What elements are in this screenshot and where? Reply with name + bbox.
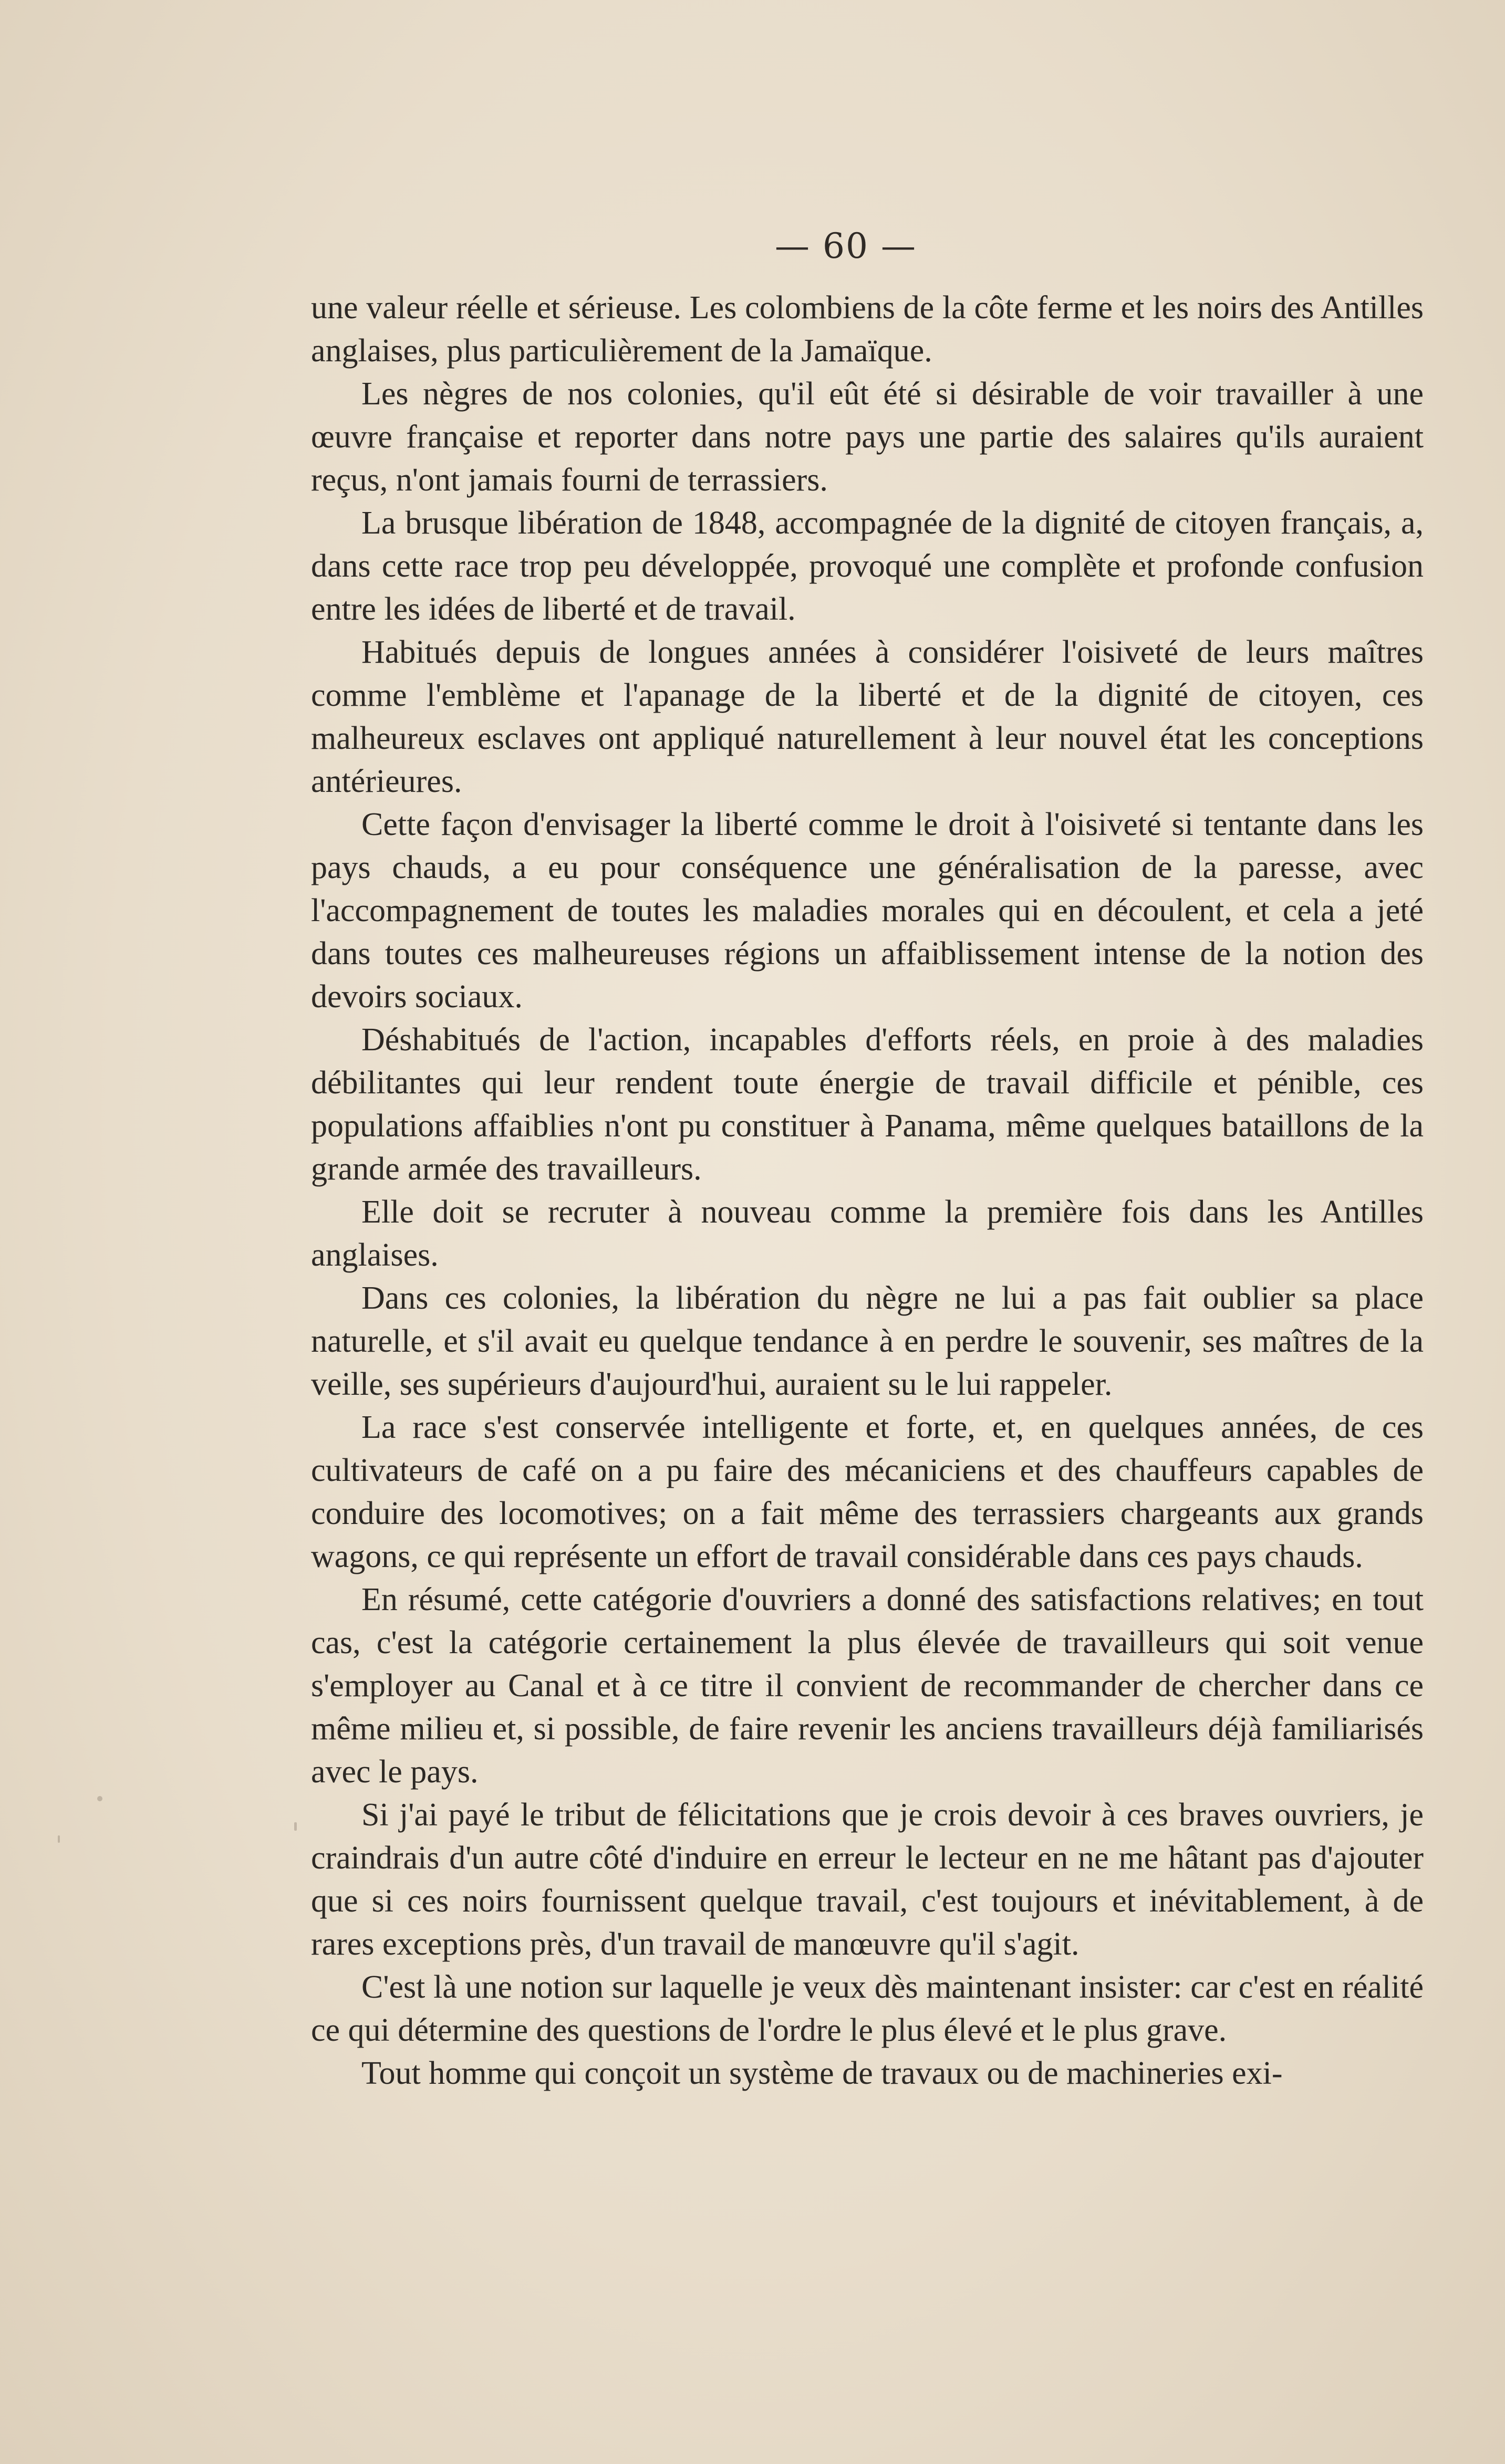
body-text (311, 286, 1424, 2095)
paragraph-6: Déshabitués de l'action, incapables d'efforts réels, en proie à des maladies débilitantes qui leur rendent toute énergie de travail difficile et pénible, ces populations affaiblies n'ont pu constituer à Panama, même quelques bataillons de la grande armée des travailleurs. (311, 1022, 1424, 1187)
paragraph-7: Elle doit se recruter à nouveau comme la première fois dans les Antilles anglaises. (311, 1194, 1424, 1273)
paragraph-2: Les nègres de nos colonies, qu'il eût été si désirable de voir travailler à une œuvre française et reporter dans notre pays une partie des salaires qu'ils auraient reçus, n'ont jamais fourni de terrassiers. (311, 376, 1424, 498)
paper-speck (294, 1822, 297, 1831)
paragraph-10: En résumé, cette catégorie d'ouvriers a donné des satisfactions relatives; en tout cas, c'est la catégorie certainement la plus élevée de travailleurs qui soit venue s'employer au Canal et à ce titre il convient de recommander de chercher dans ce même milieu et, si possible, de faire revenir les anciens travailleurs déjà familiarisés avec le pays. (311, 1582, 1424, 1790)
paper-speck (97, 1796, 102, 1801)
paragraph-11: Si j'ai payé le tribut de félicitations que je crois devoir à ces braves ouvriers, je craindrais d'un autre côté d'induire en erreur le lecteur en ne me hâtant pas d'ajouter que si ces noirs fournissent quelque travail, c'est toujours et inévitablement, à de rares exceptions près, d'un travail de manœuvre qu'il s'agit. (311, 1797, 1424, 1962)
paragraph-3: La brusque libération de 1848, accompagnée de la dignité de citoyen français, a, dans cette race trop peu développée, provoqué une complète et profonde confusion entre les idées de liberté et de travail. (311, 505, 1424, 627)
paragraph-8: Dans ces colonies, la libération du nègre ne lui a pas fait oublier sa place naturelle, et s'il avait eu quelque tendance à en perdre le souvenir, ses maîtres de la veille, ses supérieurs d'aujourd'hui, auraient su le lui rappeler. (311, 1280, 1424, 1402)
paper-speck (58, 1835, 60, 1843)
paragraph-13: Tout homme qui conçoit un système de travaux ou de machineries exi- (361, 2055, 1283, 2091)
paragraph-9: La race s'est conservée intelligente et forte, et, en quelques années, de ces cultivateurs de café on a pu faire des mécaniciens et des chauffeurs capables de conduire des locomotives; on a fait même des terrassiers chargeants aux grands wagons, ce qui représente un effort de travail considérable dans ces pays chauds. (311, 1410, 1424, 1574)
paragraph-12: C'est là une notion sur laquelle je veux dès maintenant insister: car c'est en réalité ce qui détermine des questions de l'ordre le plus élevé et le plus grave. (311, 1969, 1424, 2048)
paragraph-1: une valeur réelle et sérieuse. Les colombiens de la côte ferme et les noirs des Antilles anglaises, plus particulièrement de la Jamaïque. (311, 290, 1424, 369)
paragraph-5: Cette façon d'envisager la liberté comme le droit à l'oisiveté si tentante dans les pays chauds, a eu pour conséquence une généralisation de la paresse, avec l'accompagnement de toutes les maladies morales qui en découlent, et cela a jeté dans toutes ces malheureuses régions un affaiblissement intense de la notion des devoirs sociaux. (311, 807, 1424, 1015)
paragraph-4: Habitués depuis de longues années à considérer l'oisiveté de leurs maîtres comme l'emblème et l'apanage de la liberté et de la dignité de citoyen, ces malheureux esclaves ont appliqué naturellement à leur nouvel état les conceptions antérieures. (311, 634, 1424, 799)
page-number: — 60 — (775, 226, 917, 266)
